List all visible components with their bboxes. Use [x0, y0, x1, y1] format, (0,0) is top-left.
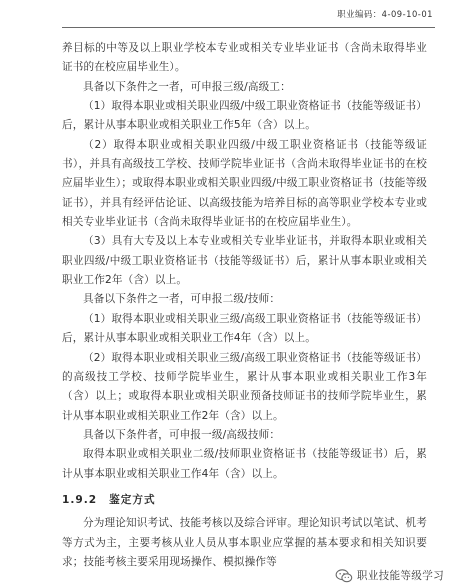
paragraph-level2-conditions: 具备以下条件之一者，可申报二级/技师：	[83, 293, 281, 306]
paragraph-level1-item: 取得本职业或相关职业二级/技师职业资格证书（技能等级证书）后，累计从事本职业或相关职业工作4年（含）以上。	[62, 448, 427, 480]
occupation-code: 职业编码：4-09-10-01	[337, 9, 433, 19]
paragraph-level1-conditions: 具备以下条件者，可申报一级/高级技师：	[83, 428, 281, 441]
paragraph-level3-item1: （1）取得本职业或相关职业四级/中级工职业资格证书（技能等级证书）后，累计从事本职业或相关职业工作5年（含）以上。	[62, 100, 427, 132]
watermark	[333, 567, 447, 584]
section-heading	[62, 491, 427, 510]
paragraph-level3-item2: （2）取得本职业或相关职业四级/中级工职业资格证书（技能等级证书），并具有高级技工学校、技师学院毕业证书（含尚未取得毕业证书的在校应届毕业生）；或取得本职业或相关职业四级/中级工职业资格证书（技能等级证书），并具有经评估论证、以高级技能为培养目标的高等职业学校本专业或相关专业毕业证书（含尚未取得毕业证书的在校应届毕业生）。	[62, 138, 427, 229]
paragraph-level2-item2: （2）取得本职业或相关职业三级/高级工职业资格证书（技能等级证书）的高级技工学校、技师学院毕业生，累计从事本职业或相关职业工作3年（含）以上；或取得本职业或相关职业预备技师证书的技师学院毕业生，累计从事本职业或相关职业工作2年（含）以上。	[62, 351, 427, 422]
paragraph-assessment: 分为理论知识考试、技能考核以及综合评审。理论知识考试以笔试、机考等方式为主，主要考核从业人员从事本职业应掌握的基本要求和相关知识要求；技能考核主要采用现场操作、模拟操作等	[62, 517, 427, 568]
paragraph-level3-item3: （3）具有大专及以上本专业或相关专业毕业证书，并取得本职业或相关职业四级/中级工职业资格证书（技能等级证书）后，累计从事本职业或相关职业工作2年（含）以上。	[62, 235, 427, 287]
watermark-text: 职业技能等级学习	[356, 570, 444, 582]
section-title: 鉴定方式	[109, 493, 156, 506]
header-rule	[62, 27, 435, 28]
paragraph-level2-item1: （1）取得本职业或相关职业三级/高级工职业资格证书（技能等级证书）后，累计从事本职业或相关职业工作4年（含）以上。	[62, 312, 427, 345]
section-number: 1.9.2	[62, 493, 98, 506]
paragraph-level3-conditions: 具备以下条件之一者，可申报三级/高级工：	[83, 80, 291, 93]
wechat-icon	[335, 569, 353, 583]
document-body	[62, 39, 427, 572]
paragraph-continuation: 养目标的中等及以上职业学校本专业或相关专业毕业证书（含尚未取得毕业证书的在校应届毕业生）。	[62, 42, 427, 74]
